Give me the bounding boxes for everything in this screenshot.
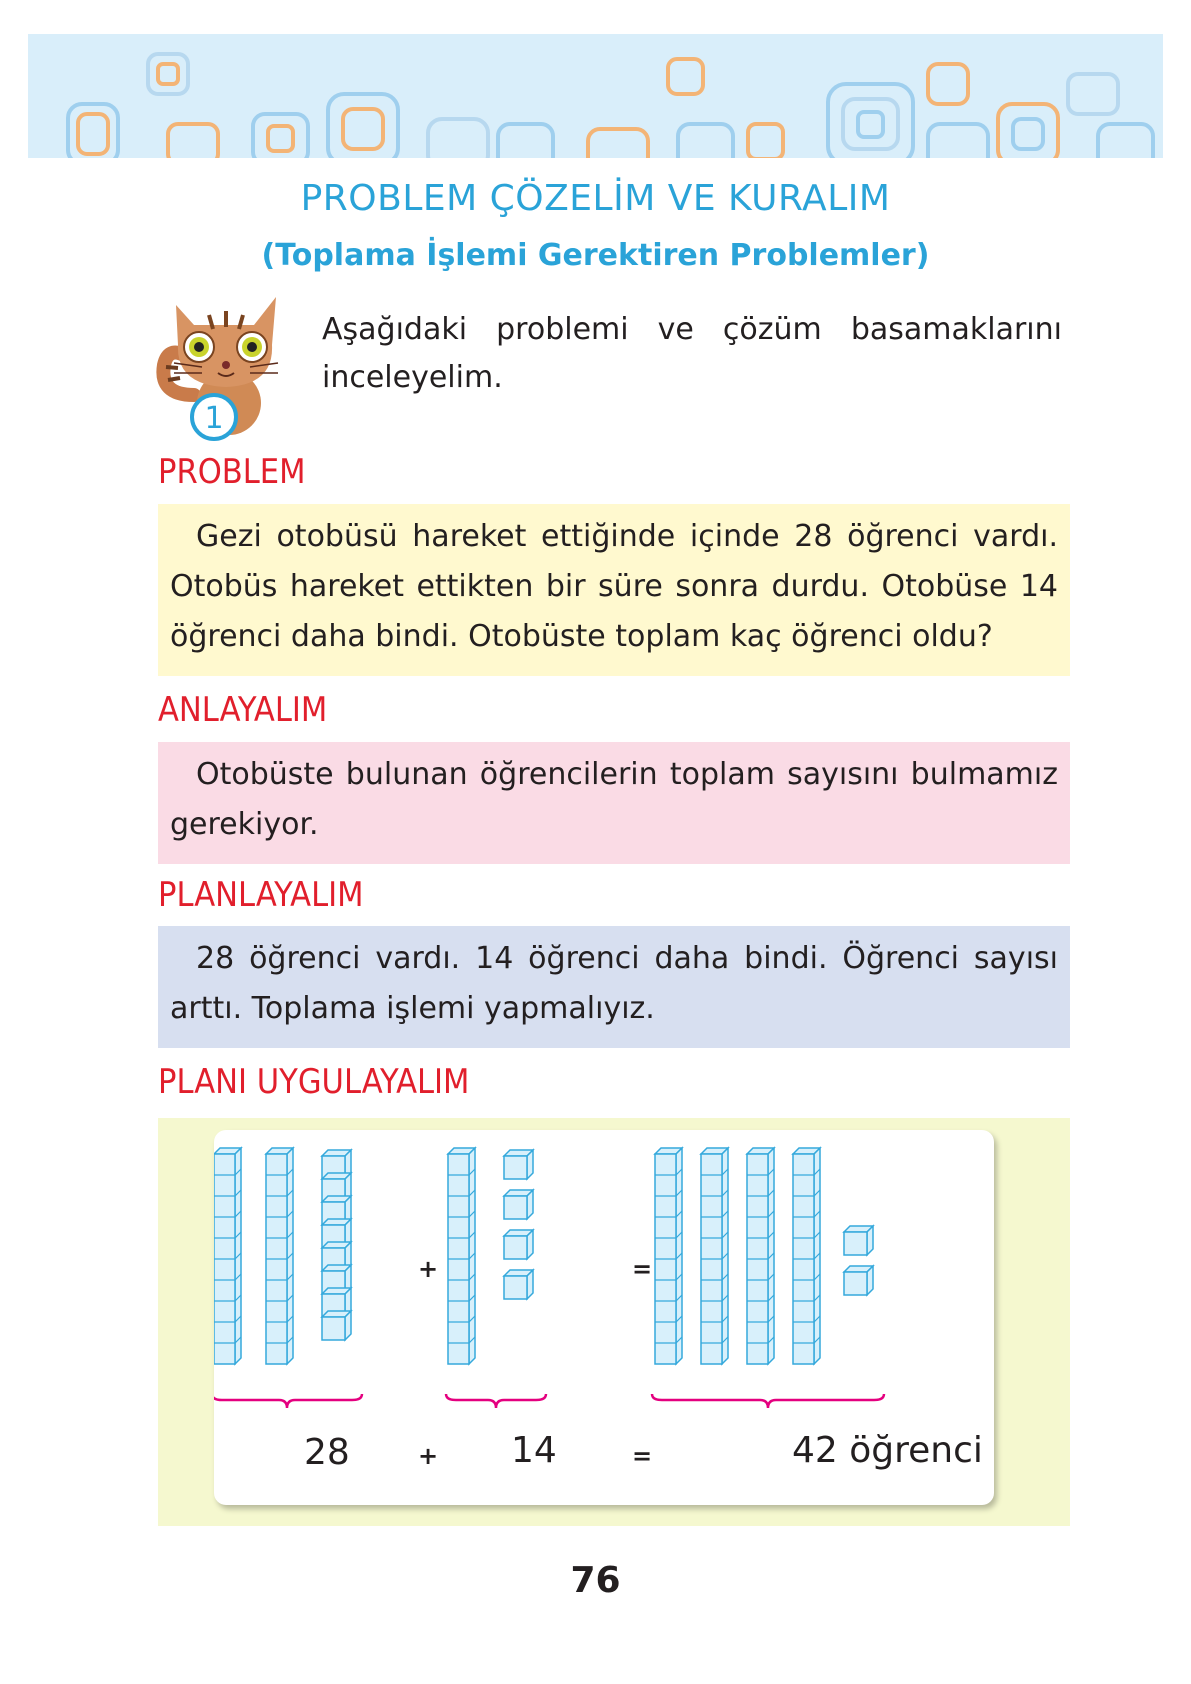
- brace-result: [652, 1394, 884, 1408]
- ten-rod-result: [747, 1148, 774, 1364]
- problem-box: [158, 504, 1070, 676]
- ten-rod-addend1: [266, 1148, 293, 1364]
- ten-rod-result: [701, 1148, 728, 1364]
- addend2-label: 14: [511, 1430, 557, 1471]
- plus-sign-top: +: [418, 1255, 439, 1283]
- equals-sign-top: =: [632, 1255, 653, 1283]
- intro-text: Aşağıdaki problemi ve çözüm basamaklarını inceleyelim.: [322, 312, 1062, 395]
- page-number: 76: [570, 1560, 621, 1601]
- result-label: 42 öğrenci: [792, 1430, 983, 1471]
- unit-cube-addend2: [504, 1190, 533, 1219]
- decorative-banner: [28, 34, 1163, 158]
- plan-heading: PLANLAYALIM: [158, 875, 364, 915]
- plan-box: [158, 926, 1070, 1048]
- problem-text: Gezi otobüsü hareket ettiğinde içinde 28 öğrenci vardı. Otobüs hareket ettikten bir süre sonra durdu. Otobüse 14 öğrenci daha bindi. Otobüste toplam kaç öğrenci oldu?: [170, 519, 1058, 654]
- cat-mascot: [154, 285, 294, 449]
- plus-sign-bottom: +: [418, 1442, 439, 1470]
- unit-cube-result: [844, 1226, 873, 1255]
- problem-heading: PROBLEM: [158, 452, 306, 492]
- addend1-label: 28: [304, 1432, 350, 1473]
- unit-cube-result: [844, 1266, 873, 1295]
- unit-cube-addend1: [322, 1311, 351, 1340]
- ten-rod-result: [655, 1148, 682, 1364]
- understand-box: [158, 742, 1070, 864]
- ten-rod-addend1: [214, 1148, 241, 1364]
- apply-heading: PLANI UYGULAYALIM: [158, 1062, 470, 1102]
- unit-cube-addend2: [504, 1270, 533, 1299]
- page-subtitle: (Toplama İşlemi Gerektiren Problemler): [261, 238, 930, 273]
- plan-text: 28 öğrenci vardı. 14 öğrenci daha bindi. Öğrenci sayısı arttı. Toplama işlemi yapmalıyız.: [170, 941, 1058, 1026]
- base-ten-card: [214, 1130, 994, 1505]
- understand-heading: ANLAYALIM: [158, 690, 328, 730]
- ten-rod-result: [793, 1148, 820, 1364]
- page-title: PROBLEM ÇÖZELİM VE KURALIM: [300, 178, 891, 219]
- brace-addend1: [214, 1394, 362, 1408]
- equals-sign-bottom: =: [632, 1442, 653, 1470]
- unit-cube-addend2: [504, 1230, 533, 1259]
- ten-rod-addend2: [448, 1148, 475, 1364]
- unit-cube-addend2: [504, 1150, 533, 1179]
- brace-addend2: [446, 1394, 546, 1408]
- badge-number: 1: [204, 401, 224, 436]
- understand-text: Otobüste bulunan öğrencilerin toplam sayısını bulmamız gerekiyor.: [170, 757, 1058, 842]
